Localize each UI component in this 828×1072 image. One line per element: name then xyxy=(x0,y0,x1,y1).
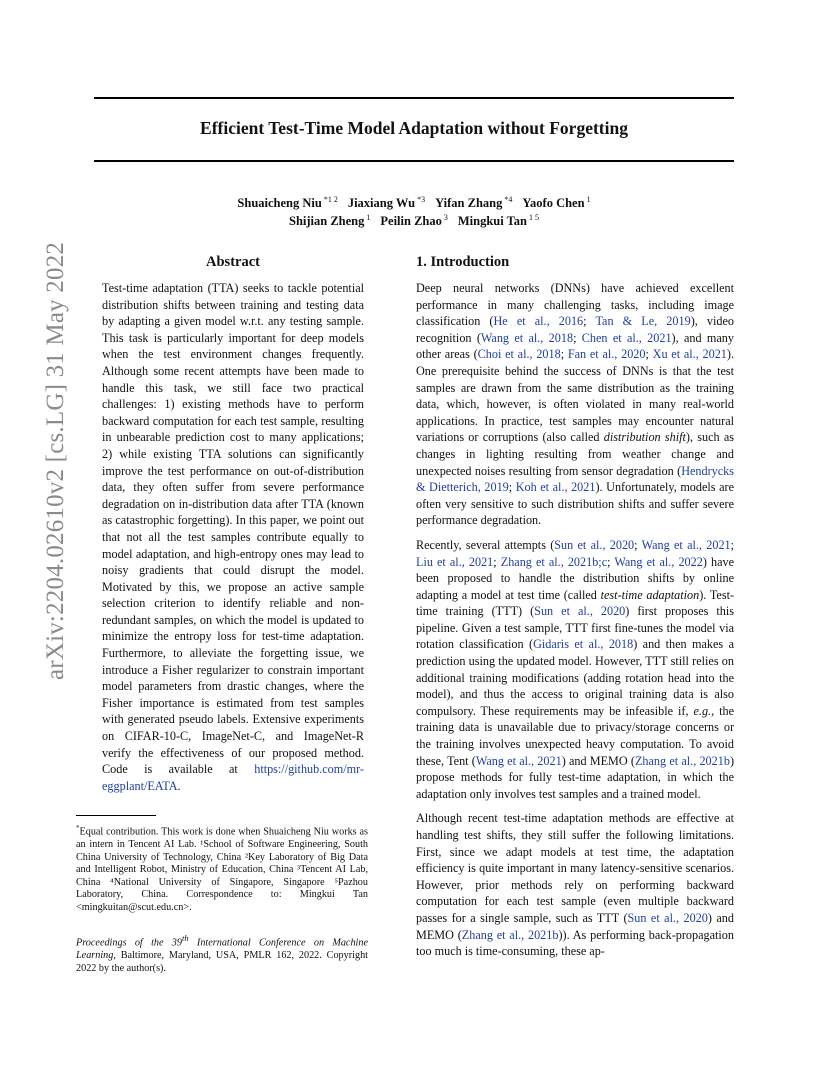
body-text: ; xyxy=(573,330,582,345)
abstract-body xyxy=(102,280,364,794)
author-affiliation: 1 xyxy=(586,195,591,204)
body-text: Although recent test-time adaptation methods are effective at handling test shifts, they still suffer the following limitations. First, since we adapt models at test time, the adaptation efficiency is quite important in many latency-sensitive scenarios. However, prior methods rely on performing backward computation for each test sample (even multiple backward passes for a single sample, such as TTT ( xyxy=(416,811,734,925)
body-text: )). As performing back-propagation too much is time-consuming, these ap- xyxy=(416,927,734,959)
citation-link[interactable]: Chen et al., 2021 xyxy=(581,330,672,345)
citation-link[interactable]: Wang et al., 2021 xyxy=(641,537,731,552)
body-text: ; xyxy=(730,537,735,552)
intro-paragraph-1 xyxy=(416,280,734,529)
footnote xyxy=(76,822,368,915)
citation-link[interactable]: Zhang et al., 2021b xyxy=(634,753,730,768)
body-text: ; xyxy=(493,554,501,569)
author-name: Yifan Zhang xyxy=(435,196,503,211)
paper-title: Efficient Test-Time Model Adaptation without Forgetting xyxy=(200,118,628,138)
emphasis-text: distribution shift xyxy=(603,430,686,445)
author-name: Shijian Zheng xyxy=(289,214,365,229)
arxiv-stamp-text: arXiv:2204.02610v2 [cs.LG] 31 May 2022 xyxy=(42,241,69,680)
citation-link[interactable]: Koh et al., 2021 xyxy=(515,480,596,495)
citation-link[interactable]: Xu et al., 2021 xyxy=(652,347,727,362)
body-text: ; xyxy=(560,347,568,362)
citation-link[interactable]: Choi et al., 2018 xyxy=(477,347,561,362)
citation-link[interactable]: Zhang et al., 2021b;c xyxy=(500,554,608,569)
body-text: ), video recognition ( xyxy=(416,314,734,345)
body-text: ; xyxy=(508,480,516,495)
arxiv-stamp xyxy=(20,241,69,680)
body-text: ). Test-time training (TTT) ( xyxy=(416,587,735,619)
citation-link[interactable]: Tan & Le, 2019 xyxy=(595,314,691,329)
author-name: Mingkui Tan xyxy=(457,214,527,229)
author xyxy=(458,214,539,228)
author-name: Peilin Zhao xyxy=(380,214,442,229)
body-text: ). One prerequisite behind the success of DNNs is that the test samples are drawn from the same distribution as the training data, which, however, is often violated in many real-world applications. In practice, test samples may encounter natural variations or corruptions (also called xyxy=(416,347,734,445)
body-text: Recently, several attempts ( xyxy=(416,537,555,552)
code-link[interactable]: https://github.com/mr-eggplant/EATA xyxy=(102,762,364,793)
authors-line-2 xyxy=(0,209,828,230)
abstract-end: . xyxy=(177,778,181,793)
intro-paragraph-3 xyxy=(416,810,734,959)
title-rule-bottom xyxy=(94,160,734,162)
citation-link[interactable]: Sun et al., 2020 xyxy=(554,537,635,552)
author-affiliation: *4 xyxy=(504,195,513,204)
body-text: ; xyxy=(607,554,615,569)
proceedings-sup: th xyxy=(182,933,189,943)
citation-link[interactable]: Hendrycks & Dietterich, 2019 xyxy=(416,463,734,495)
author-affiliation: *3 xyxy=(417,195,426,204)
emphasis-text: test-time adaptation xyxy=(600,587,700,602)
intro-paragraph-2 xyxy=(416,537,734,803)
footnote-mark: * xyxy=(76,824,80,832)
author xyxy=(289,214,370,228)
body-text: ), such as changes in lighting resulting from weather change and unexpected noises resulting from sensor degradation ( xyxy=(416,430,734,478)
citation-link[interactable]: Wang et al., 2018 xyxy=(480,330,574,345)
body-text: ; xyxy=(583,314,596,329)
footnote-text: Equal contribution. This work is done when Shuaicheng Niu works as an intern in Tencent AI Lab. ¹School of Software Engineering, South China University of Technology, China ²Key Laboratory of Big Data and Intelligent Robot, Ministry of Education, China ³Tencent AI Lab, China ⁴National University of Singapore, Singapore ⁵Pazhou Laboratory, China. Correspondence to: Mingkui Tan <mingkuitan@scut.edu.cn>. xyxy=(76,826,368,913)
citation-link[interactable]: Wang et al., 2021 xyxy=(475,753,562,768)
author-name: Shuaicheng Niu xyxy=(237,196,322,211)
body-text: ) and then makes a prediction using the updated model. However, TTT still relies on additional training modifications (adding rotation head into the model), and thus the access to original training data is also compulsory. These requirements may be infeasible if, xyxy=(416,637,734,718)
citation-link[interactable]: Fan et al., 2020 xyxy=(567,347,646,362)
author-affiliation: 1 5 xyxy=(529,213,539,222)
author-affiliation: 1 xyxy=(366,213,371,222)
citation-link[interactable]: Gidaris et al., 2018 xyxy=(533,637,634,652)
body-text: ) have been proposed to handle the distribution shifts by online adapting a model at test time (called xyxy=(416,554,734,602)
citation-link[interactable]: He et al., 2016 xyxy=(493,314,584,329)
proceedings-note xyxy=(76,932,368,975)
citation-link[interactable]: Sun et al., 2020 xyxy=(534,604,626,619)
title-rule-top xyxy=(94,97,734,99)
body-text: ) and MEMO ( xyxy=(561,753,635,768)
introduction-body xyxy=(416,280,734,960)
body-text: ). Unfortunately, models are often very sensitive to such distribution shifts and suffer severe performance degradation. xyxy=(416,480,734,528)
proceedings-pre: Proceedings of the 39 xyxy=(76,937,182,949)
abstract-text: Test-time adaptation (TTA) seeks to tackle potential distribution shifts between training and testing data by adapting a given model w.r.t. any testing sample. This task is particularly important for deep models when the test environment changes frequently. Although some recent attempts have been made to handle this task, we still face two practical challenges: 1) existing methods have to perform backward computation for each test sample, resulting in unbearable prediction cost to many applications; 2) while existing TTA solutions can significantly improve the test performance on out-of-distribution data, they often suffer from severe performance degradation on in-distribution data after TTA (known as catastrophic forgetting). In this paper, we point out that not all the test samples contribute equally to model adaptation, and high-entropy ones may lead to noisy gradients that could disrupt the model. Motivated by this, we propose an active sample selection criterion to identify reliable and non-redundant samples, on which the model is updated to minimize the entropy loss for test-time adaptation. Furthermore, to alleviate the forgetting issue, we introduce a Fisher regularizer to constrain important model parameters from drastic changes, where the Fisher importance is estimated from test samples with generated pseudo labels. Extensive experiments on CIFAR-10-C, ImageNet-C, and ImageNet-R verify the effectiveness of our proposed method. Code is available at xyxy=(102,281,364,777)
author-affiliation: 3 xyxy=(443,213,448,222)
body-text: ), and many other areas ( xyxy=(416,330,734,362)
citation-link[interactable]: Liu et al., 2021 xyxy=(416,554,494,569)
abstract-heading: Abstract xyxy=(206,254,260,270)
footnote-rule xyxy=(76,815,156,816)
citation-link[interactable]: Wang et al., 2022 xyxy=(614,554,703,569)
author-name: Jiaxiang Wu xyxy=(347,196,416,211)
body-text: ; xyxy=(634,537,642,552)
proceedings-venue: International Conference on Machine Learning xyxy=(76,937,368,961)
author-name: Yaofo Chen xyxy=(522,196,585,211)
introduction-heading: 1. Introduction xyxy=(416,254,510,270)
author xyxy=(380,214,447,228)
emphasis-text: e.g. xyxy=(693,703,712,718)
body-text: ) first proposes this pipeline. Given a test sample, TTT first fine-tunes the model via rotation classification ( xyxy=(416,604,734,652)
body-text: Deep neural networks (DNNs) have achieved excellent performance in many challenging tasks, including image classification ( xyxy=(416,281,734,329)
proceedings-rest: , Baltimore, Maryland, USA, PMLR 162, 2022. Copyright 2022 by the author(s). xyxy=(76,949,368,974)
body-text: ; xyxy=(645,347,653,362)
body-text: ) and MEMO ( xyxy=(416,910,734,942)
citation-link[interactable]: Zhang et al., 2021b xyxy=(461,927,559,942)
author-affiliation: *1 2 xyxy=(323,195,338,204)
citation-link[interactable]: Sun et al., 2020 xyxy=(627,910,708,925)
body-text: ) propose methods for fully test-time adaptation, in which the adaptation only involves test samples and a trained model. xyxy=(416,753,734,801)
body-text: , the training data is unavailable due to privacy/storage concerns or the training involves unexpected heavy computation. To avoid these, Tent ( xyxy=(416,703,735,768)
